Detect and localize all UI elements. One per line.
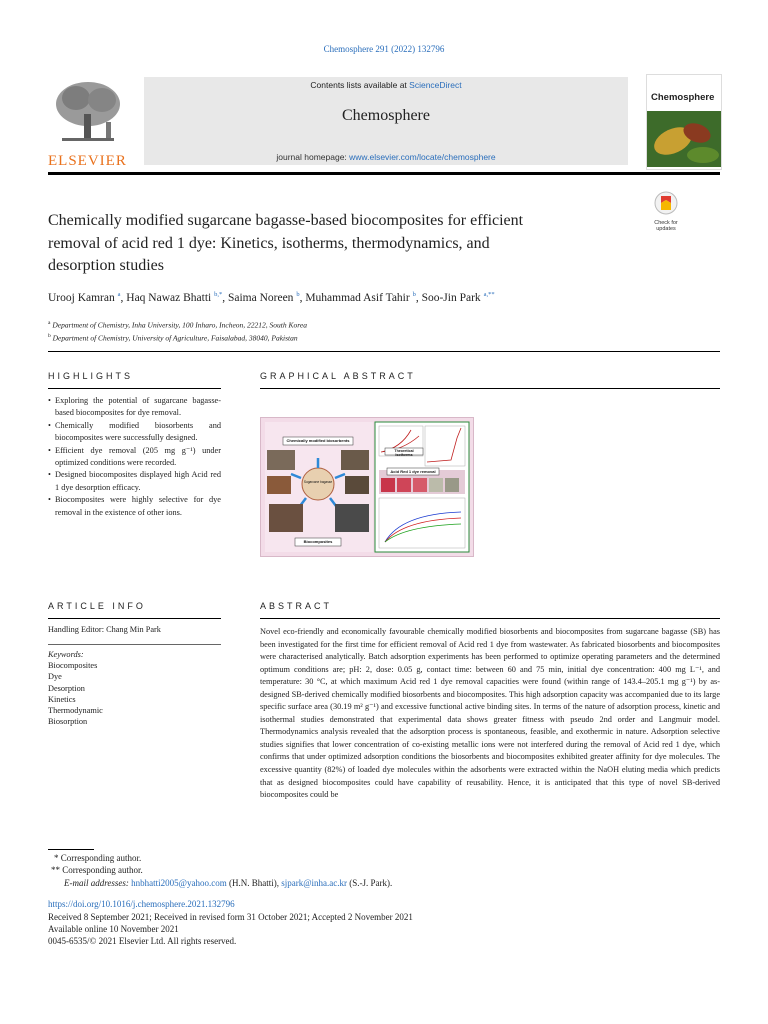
highlight-item: • Chemically modified biosorbents and biocomposites were successfully designed.: [48, 420, 221, 445]
highlight-item: • Biocomposites were highly selective for dye removal in the existence of other ions.: [48, 494, 221, 519]
footnote-rule: [48, 849, 94, 850]
title-line: removal of acid red 1 dye: Kinetics, isotherms, thermodynamics, and: [48, 234, 490, 252]
author-name[interactable]: Haq Nawaz Bhatti: [126, 291, 212, 304]
ga-label-isotherms: Theoretical Isotherms: [394, 449, 414, 457]
contents-line: Contents lists available at ScienceDirect: [310, 80, 462, 90]
affiliations: [48, 318, 307, 344]
email-label: E-mail addresses:: [64, 878, 129, 888]
email-link[interactable]: sjpark@inha.ac.kr: [281, 878, 347, 888]
graphical-abstract-rule: [260, 388, 720, 389]
article-info-heading: ARTICLE INFO: [48, 601, 146, 611]
homepage-line: journal homepage: www.elsevier.com/locate/chemosphere: [276, 152, 496, 162]
highlight-item: • Exploring the potential of sugarcane bagasse-based biocomposites for dye removal.: [48, 395, 221, 420]
author-sup[interactable]: b: [296, 291, 300, 298]
doi-link[interactable]: https://doi.org/10.1016/j.chemosphere.2021.132796: [48, 899, 235, 909]
author-name[interactable]: Muhammad Asif Tahir: [305, 291, 410, 304]
author-separator: ,: [120, 291, 127, 304]
affiliation: $^a$ Department of Chemistry, Inha University, 100 Inharo, Incheon, 22212, South Korea: [48, 320, 307, 330]
graphical-abstract-figure[interactable]: [260, 417, 474, 557]
keyword: Desorption: [48, 683, 85, 693]
author-list: [48, 291, 495, 304]
handling-editor: Handling Editor: Chang Min Park: [48, 625, 161, 634]
abstract-rule: [260, 618, 720, 619]
author-sup[interactable]: b: [412, 291, 416, 298]
journal-name: Chemosphere: [342, 107, 430, 124]
highlights-list: [48, 395, 221, 519]
author-sup[interactable]: b,*: [214, 291, 223, 298]
author-separator: ,: [222, 291, 228, 304]
header-divider: [48, 351, 720, 352]
check-updates-label: Check for updates: [654, 220, 678, 232]
email-owner: (H.N. Bhatti),: [226, 878, 282, 888]
corresponding-author-2: ** Corresponding author.: [51, 865, 143, 875]
author-sup[interactable]: a,**: [483, 291, 495, 298]
keywords-label: Keywords:: [48, 650, 84, 659]
cover-title: Chemosphere: [651, 92, 715, 103]
highlights-rule: [48, 388, 221, 389]
journal-cover[interactable]: [646, 74, 722, 170]
check-updates-icon: [654, 191, 678, 215]
title-line: Chemically modified sugarcane bagasse-based biocomposites for efficient: [48, 212, 524, 229]
email-link[interactable]: hnbhatti2005@yahoo.com: [131, 878, 227, 888]
elsevier-logo[interactable]: [48, 78, 128, 169]
keyword: Biosorption: [48, 717, 88, 727]
keyword: Biocomposites: [48, 661, 98, 670]
ga-label-biocomposites: Biocomposites: [303, 539, 333, 544]
abstract-heading: ABSTRACT: [260, 601, 333, 611]
sciencedirect-link[interactable]: ScienceDirect: [409, 80, 462, 90]
author-name[interactable]: Soo-Jin Park: [421, 291, 481, 304]
elsevier-tree-icon: [48, 78, 128, 146]
homepage-link[interactable]: www.elsevier.com/locate/chemosphere: [349, 152, 496, 162]
highlight-item: • Designed biocomposites displayed high Acid red 1 dye desorption efficacy.: [48, 469, 221, 494]
author-sup[interactable]: a: [117, 291, 121, 298]
ga-label-dye-removal: Acid Red 1 dye removal: [390, 469, 436, 474]
highlight-item: • Efficient dye removal (205 mg g⁻¹) under optimized conditions were recorded.: [48, 445, 221, 470]
editor-rule: [48, 644, 221, 645]
graphical-abstract-heading: GRAPHICAL ABSTRACT: [260, 371, 416, 381]
received-dates: Received 8 September 2021; Received in revised form 31 October 2021; Accepted 2 November 2021: [48, 912, 413, 922]
keyword: Kinetics: [48, 694, 76, 704]
keyword: Thermodynamic: [48, 706, 103, 716]
elsevier-wordmark: ELSEVIER: [48, 153, 127, 169]
author-separator: ,: [299, 291, 306, 304]
affiliation: $^b$ Department of Chemistry, University of Agriculture, Faisalabad, 38040, Pakistan: [48, 333, 298, 343]
article-info-rule: [48, 618, 221, 619]
article-title: [48, 210, 608, 278]
email-owner: (S.-J. Park).: [346, 878, 393, 888]
cover-leaf-image: [647, 111, 721, 167]
author-name[interactable]: Urooj Kamran: [48, 291, 115, 304]
keyword: Dye: [48, 672, 62, 682]
check-for-updates-badge[interactable]: [648, 191, 684, 231]
available-online: Available online 10 November 2021: [48, 924, 179, 934]
email-addresses: [64, 877, 392, 890]
journal-banner: [144, 77, 628, 165]
keywords-block: [48, 649, 103, 728]
author-separator: ,: [415, 291, 422, 304]
title-line: desorption studies: [48, 257, 164, 274]
highlights-heading: HIGHLIGHTS: [48, 371, 134, 381]
ga-label-modified: Chemically modified biosorbents: [286, 438, 350, 443]
copyright: 0045-6535/© 2021 Elsevier Ltd. All rights reserved.: [48, 936, 237, 946]
author-name[interactable]: Saima Noreen: [227, 291, 294, 304]
corresponding-author-1: * Corresponding author.: [54, 853, 142, 863]
ga-label-center: Sugarcane bagasse: [303, 480, 333, 484]
abstract-text: Novel eco-friendly and economically favourable chemically modified biosorbents and biocomposites from sugarcane bagasse (SB) has been investigated for the first time for efficient removal of Acid red 1 dye from wastewater. As fabricated biosorbents and biocomposites were characterised analytically. Batch adsorption experiments has been performed to optimize operating parameters and the determined optimum conditions are; pH: 2, dose: 0.05 g, contact time: between 60 and 75 min, initial dye concentration: 400 mg L⁻¹, and temperature: 30 °C, at which maximum Acid red 1 dye removal capacities were found (within range of 143.4–205.1 mg g⁻¹) by as-designed SB-derived chemically modified biosorbents and biocomposites. This high adsorption capacity was accompanied due to its large specific surface area (30.19 m² g⁻¹) and excessive functional active binding sites. In terms of the nature of adsorption process, kinetic and isothermal studies demonstrated that experimental data shows greater fitness with pseudo 2nd order and Langmuir model. Thermodynamics analysis revealed that the adsorption process is spontaneous, feasible, and exothermic in nature. Adsorption selective studies signifies that lower concentration of co-existing metallic ions were not interfered during the removal of Acid red 1 dye, which confirms that under optimized adsorption conditions the biosorbents and biocomposites exhibited greater affinity for dye molecules. The excessive quantity (82%) of loaded dye molecules within the adsorbents were extracted within the NaOH eluting media which predicts that as designed biocomposites could have capability of reusability. Hence, it is anticipated that this type of novel SB-derived biocomposites could be: [260, 627, 720, 800]
journal-reference[interactable]: Chemosphere 291 (2022) 132796: [323, 44, 445, 54]
masthead-rule: [48, 172, 720, 175]
